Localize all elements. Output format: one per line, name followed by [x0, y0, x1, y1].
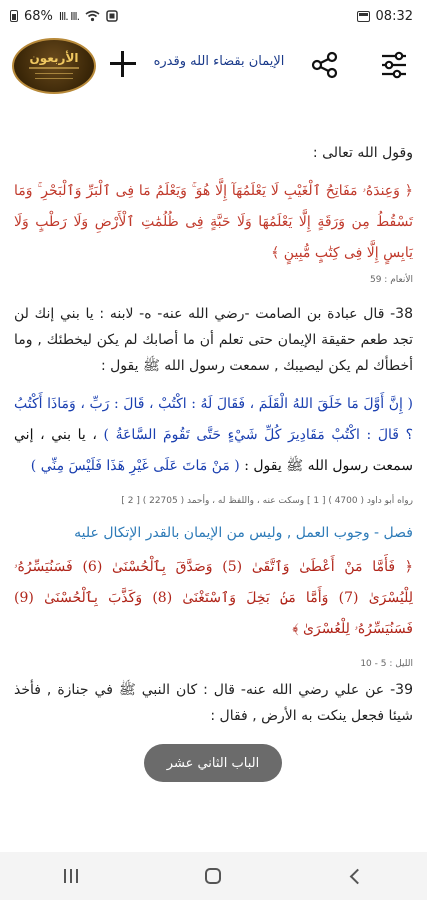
hadith-quote-part-a: ( إِنَّ أَوَّلَ مَا خَلَقَ اللهُ الْقَلَمَ ، فَقَالَ لَهُ : اكْتُبْ ، قَالَ : رَبِّ ، وَمَاذَا أَكْتُبُ ؟ قَالَ : اكْتُبْ مَقَادِيرَ كُلِّ شَيْءٍ حَتَّى تَقُومَ السَّاعَةُ )	[14, 396, 413, 443]
status-right	[357, 9, 413, 24]
app-bar	[0, 32, 427, 102]
message-icon	[357, 11, 370, 22]
back-button[interactable]	[336, 861, 376, 891]
logo-line	[35, 78, 73, 79]
status-left	[10, 9, 118, 24]
hadith-38-text: 38- قال عبادة بن الصامت -رضي الله عنه- ه- لابنه : يا بني إنك لن تجد طعم حقيقة الإيمان حتى تعلم أن ما أصابك لم يكن ليخطئك , وما أخطأك لم يكن ليصيبك , سمعت رسول الله ﷺ يقول :	[14, 306, 413, 374]
recents-icon	[64, 869, 78, 883]
wifi-icon	[85, 10, 100, 22]
logo-title: الأربعون	[29, 51, 79, 65]
signal-icon: Ill. Ill.	[58, 9, 80, 23]
back-icon	[350, 868, 366, 884]
page-title: الإيمان بقضاء الله وقدره	[153, 54, 285, 69]
quran-verse: ﴿ فَأَمَّا مَنْ أَعْطَىٰ وَٱتَّقَىٰ (5) وَصَدَّقَ بِٱلْحُسْنَىٰ (6) فَسَنُيَسِّرُهُۥ لِلْيُسْرَىٰ (7) وَأَمَّا مَنۢ بَخِلَ وَٱسْتَغْنَىٰ (8) وَكَذَّبَ بِٱلْحُسْنَىٰ (9) فَسَنُيَسِّرُهُۥ لِلْعُسْرَىٰ ﴾	[14, 559, 413, 637]
battery-icon	[10, 10, 18, 22]
home-button[interactable]	[193, 861, 233, 891]
hadith-38-quote	[14, 389, 413, 482]
home-icon	[205, 868, 221, 884]
clock: 08:32	[375, 8, 413, 24]
hadith-reference: رواه أبو داود ( 4700 ) [ 1 ] وسكت عنه ، واللفظ له ، وأحمد ( 22705 ) [ 2 ]	[121, 496, 413, 506]
verse-reference: الليل : 5 - 10	[360, 659, 413, 669]
system-navigation-bar	[0, 852, 427, 900]
quran-verse: ﴿ وَعِندَهُۥ مَفَاتِحُ ٱلْغَيْبِ لَا يَعْلَمُهَآ إِلَّا هُوَ ۚ وَيَعْلَمُ مَا فِى ٱلْبَرِّ وَٱلْبَحْرِ ۚ وَمَا تَسْقُطُ مِن وَرَقَةٍ إِلَّا يَعْلَمُهَا وَلَا حَبَّةٍ فِى ظُلُمَٰتِ ٱلْأَرْضِ وَلَا رَطْبٍ وَلَا يَابِسٍ إِلَّا فِى كِتَٰبٍ مُّبِينٍ ﴾	[14, 183, 413, 261]
section-heading: فصل - وجوب العمل , وليس من الإيمان بالقدر الإتكال عليه	[74, 525, 413, 541]
hadith-narration-mid: ، يا بني ، إني سمعت رسول الله ﷺ يقول :	[14, 427, 413, 474]
add-button[interactable]	[108, 49, 138, 79]
hadith-39-text: 39- عن علي رضي الله عنه- قال : كان النبي ﷺ في جنازة , فأخذ شيئا فجعل ينكت به الأرض , فقال :	[14, 682, 413, 724]
verse-reference: الأنعام : 59	[369, 275, 413, 285]
hadith-quote-part-b: ( مَنْ مَاتَ عَلَى غَيْرِ هَذَا فَلَيْسَ مِنِّي )	[30, 458, 240, 474]
chapter-toast: الباب الثاني عشر	[144, 744, 282, 782]
notification-icon	[106, 10, 118, 22]
logo-line	[35, 73, 73, 74]
share-icon[interactable]	[310, 50, 340, 80]
app-logo[interactable]	[12, 38, 96, 94]
intro-text: وقول الله تعالى :	[312, 145, 413, 161]
logo-line	[29, 67, 79, 69]
settings-sliders-icon[interactable]	[378, 50, 410, 80]
status-bar	[0, 0, 427, 32]
battery-level: 68%	[24, 8, 53, 24]
recents-button[interactable]	[51, 861, 91, 891]
